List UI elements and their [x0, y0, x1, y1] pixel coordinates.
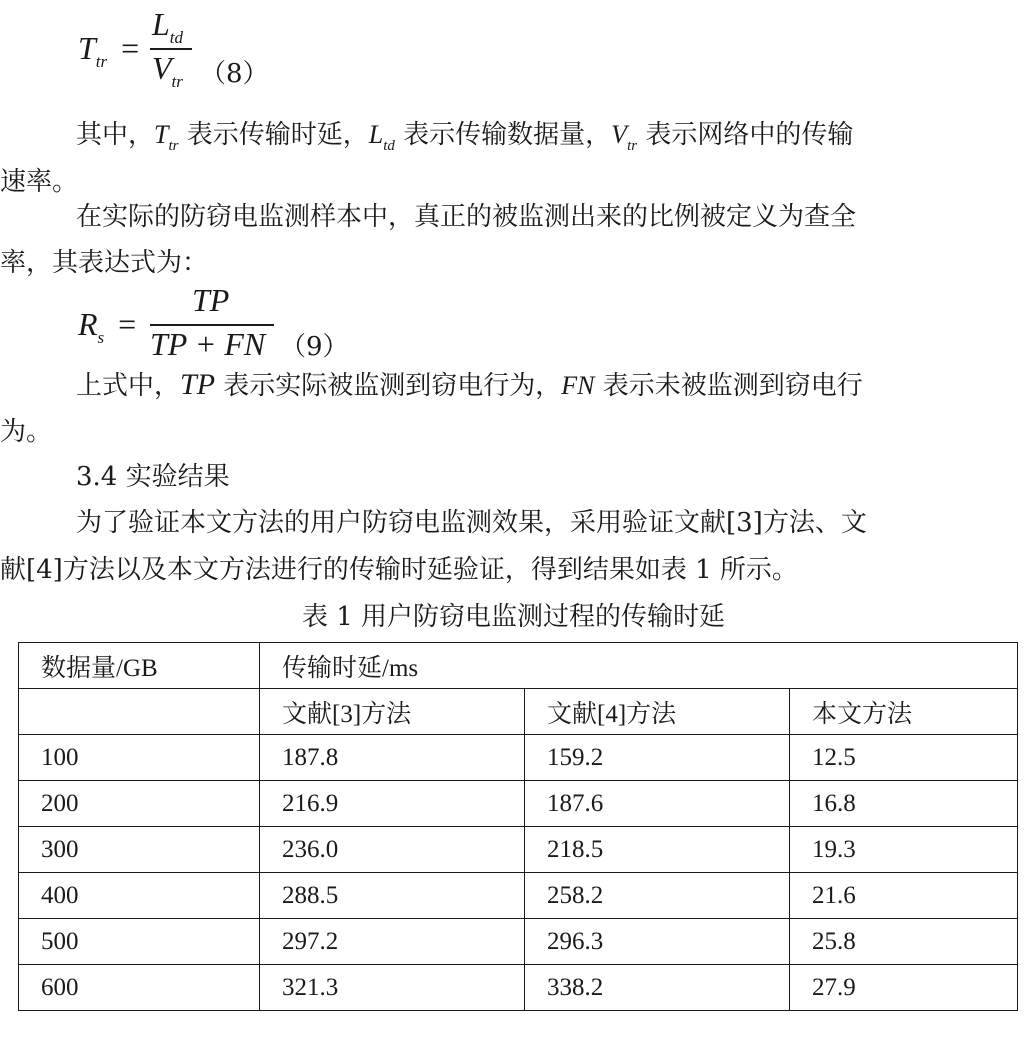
table-cell: 16.8 [790, 781, 1018, 827]
header-transmission-delay: 传输时延/ms [260, 643, 1018, 689]
table-row [19, 919, 1018, 965]
table-row [19, 827, 1018, 873]
table-cell: 19.3 [790, 827, 1018, 873]
table-cell: 300 [19, 827, 260, 873]
eq8-lhs-symbol: T [78, 30, 96, 66]
var-TP: TP [180, 368, 216, 401]
table-header-row [19, 643, 1018, 689]
table-cell: 200 [19, 781, 260, 827]
table-cell: 236.0 [260, 827, 525, 873]
para-4-line-2: 献[4]方法以及本文方法进行的传输时延验证，得到结果如表 1 所示。 [0, 555, 798, 585]
table-row [19, 735, 1018, 781]
table-cell: 12.5 [790, 735, 1018, 781]
table-cell: 258.2 [525, 873, 790, 919]
subheader-proposed-method: 本文方法 [790, 689, 1018, 735]
table-cell: 600 [19, 965, 260, 1011]
subheader-method-4: 文献[4]方法 [525, 689, 790, 735]
para-3-line-2: 为。 [0, 417, 53, 447]
eq9-lhs-symbol: R [78, 306, 98, 342]
table-cell: 159.2 [525, 735, 790, 781]
eq9-number: （9） [280, 332, 349, 362]
table-cell: 218.5 [525, 827, 790, 873]
table-row [19, 873, 1018, 919]
table-row [19, 781, 1018, 827]
var-T-tr: $T_{tr}$ [154, 120, 179, 154]
table-cell: 288.5 [260, 873, 525, 919]
var-V-tr: $V_{tr}$ [611, 120, 638, 154]
eq8-denominator: $V_{tr}$ [152, 50, 183, 91]
eq9-lhs-subscript: s [97, 328, 105, 347]
var-L-td: $L_{td}$ [368, 120, 395, 154]
header-data-volume: 数据量/GB [19, 643, 260, 689]
eq8-lhs-subscript: tr [95, 52, 108, 71]
eq9-numerator: TP [192, 282, 230, 318]
eq8-numerator: $L_{td}$ [152, 6, 184, 47]
eq8-lhs: $T_{tr}$ = [78, 30, 140, 71]
table-cell: 297.2 [260, 919, 525, 965]
eq9-denominator: TP + FN [150, 326, 266, 362]
table-subheader-row [19, 689, 1018, 735]
table-cell: 27.9 [790, 965, 1018, 1011]
table-cell: 400 [19, 873, 260, 919]
eq9-lhs: $R_s$ = [78, 306, 137, 347]
para-2-line-2: 率，其表达式为： [0, 248, 209, 278]
table-caption: 表 1 用户防窃电监测过程的传输时延 [301, 602, 726, 632]
para-3-line-1: 上式中，TP 表示实际被监测到窃电行为，FN 表示未被监测到窃电行 [76, 368, 863, 401]
subheader-empty [19, 689, 260, 735]
subheader-method-3: 文献[3]方法 [260, 689, 525, 735]
transmission-delay-table [18, 642, 1018, 1011]
para-1-line-1: 其中，$T_{tr}$ 表示传输时延，$L_{td}$ 表示传输数据量，$V_{tr}$ 表示网络中的传输 [76, 120, 854, 154]
para-4-line-1: 为了验证本文方法的用户防窃电监测效果，采用验证文献[3]方法、文 [76, 508, 867, 538]
table-cell: 21.6 [790, 873, 1018, 919]
table-cell: 338.2 [525, 965, 790, 1011]
table-cell: 25.8 [790, 919, 1018, 965]
table-cell: 216.9 [260, 781, 525, 827]
table-row [19, 965, 1018, 1011]
para-1-line-2: 速率。 [0, 167, 79, 197]
section-heading: 3.4 实验结果 [76, 462, 230, 492]
table-cell: 187.8 [260, 735, 525, 781]
table-cell: 296.3 [525, 919, 790, 965]
table-cell: 187.6 [525, 781, 790, 827]
para-2-line-1: 在实际的防窃电监测样本中，真正的被监测出来的比例被定义为查全 [76, 202, 857, 232]
table-cell: 500 [19, 919, 260, 965]
table-cell: 100 [19, 735, 260, 781]
var-FN: FN [561, 371, 595, 400]
eq8-number: （8） [200, 59, 269, 89]
table-cell: 321.3 [260, 965, 525, 1011]
